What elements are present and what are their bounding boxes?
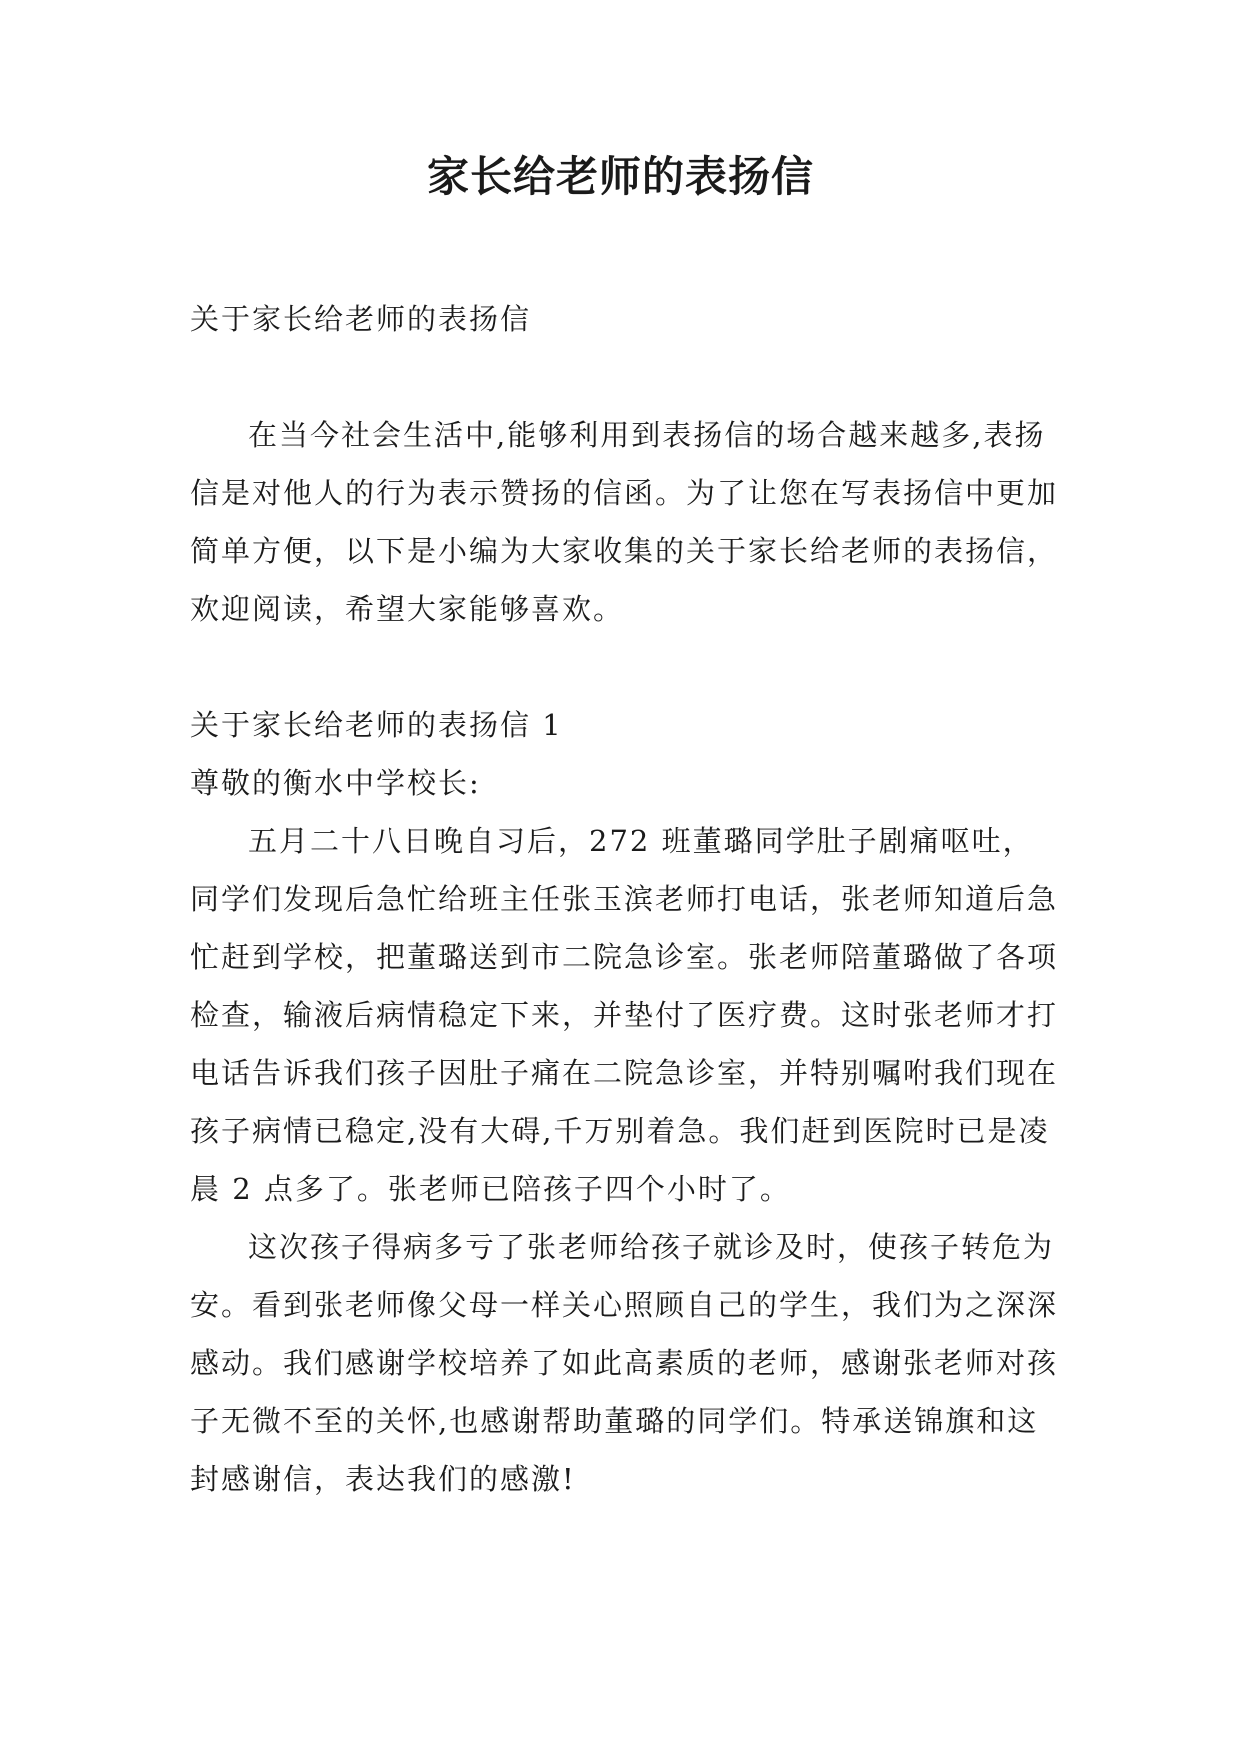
body-paragraph-2: 这次孩子得病多亏了张老师给孩子就诊及时，使孩子转危为安。看到张老师像父母一样关心照顾自己的学生，我们为之深深感动。我们感谢学校培养了如此高素质的老师，感谢张老师对孩子无微不至的关怀,也感谢帮助董璐的同学们。特承送锦旗和这封感谢信，表达我们的感激!	[190, 1230, 1059, 1496]
section-heading: 关于家长给老师的表扬信 1	[190, 708, 563, 742]
document-title: 家长给老师的表扬信	[426, 152, 814, 201]
salutation: 尊敬的衡水中学校长:	[190, 766, 481, 800]
body-paragraph-1: 五月二十八日晚自习后，272 班董璐同学肚子剧痛呕吐，同学们发现后急忙给班主任张玉滨老师打电话，张老师知道后急忙赶到学校，把董璐送到市二院急诊室。张老师陪董璐做了各项检查，输液后病情稳定下来，并垫付了医疗费。这时张老师才打电话告诉我们孩子因肚子痛在二院急诊室，并特别嘱咐我们现在孩子病情已稳定,没有大碍,千万别着急。我们赶到医院时已是凌晨 2 点多了。张老师已陪孩子四个小时了。	[190, 824, 1059, 1206]
document-subtitle: 关于家长给老师的表扬信	[190, 302, 532, 336]
document-body	[190, 290, 1060, 1508]
intro-paragraph: 在当今社会生活中,能够利用到表扬信的场合越来越多,表扬信是对他人的行为表示赞扬的信函。为了让您在写表扬信中更加简单方便，以下是小编为大家收集的关于家长给老师的表扬信，欢迎阅读，希望大家能够喜欢。	[190, 418, 1059, 626]
